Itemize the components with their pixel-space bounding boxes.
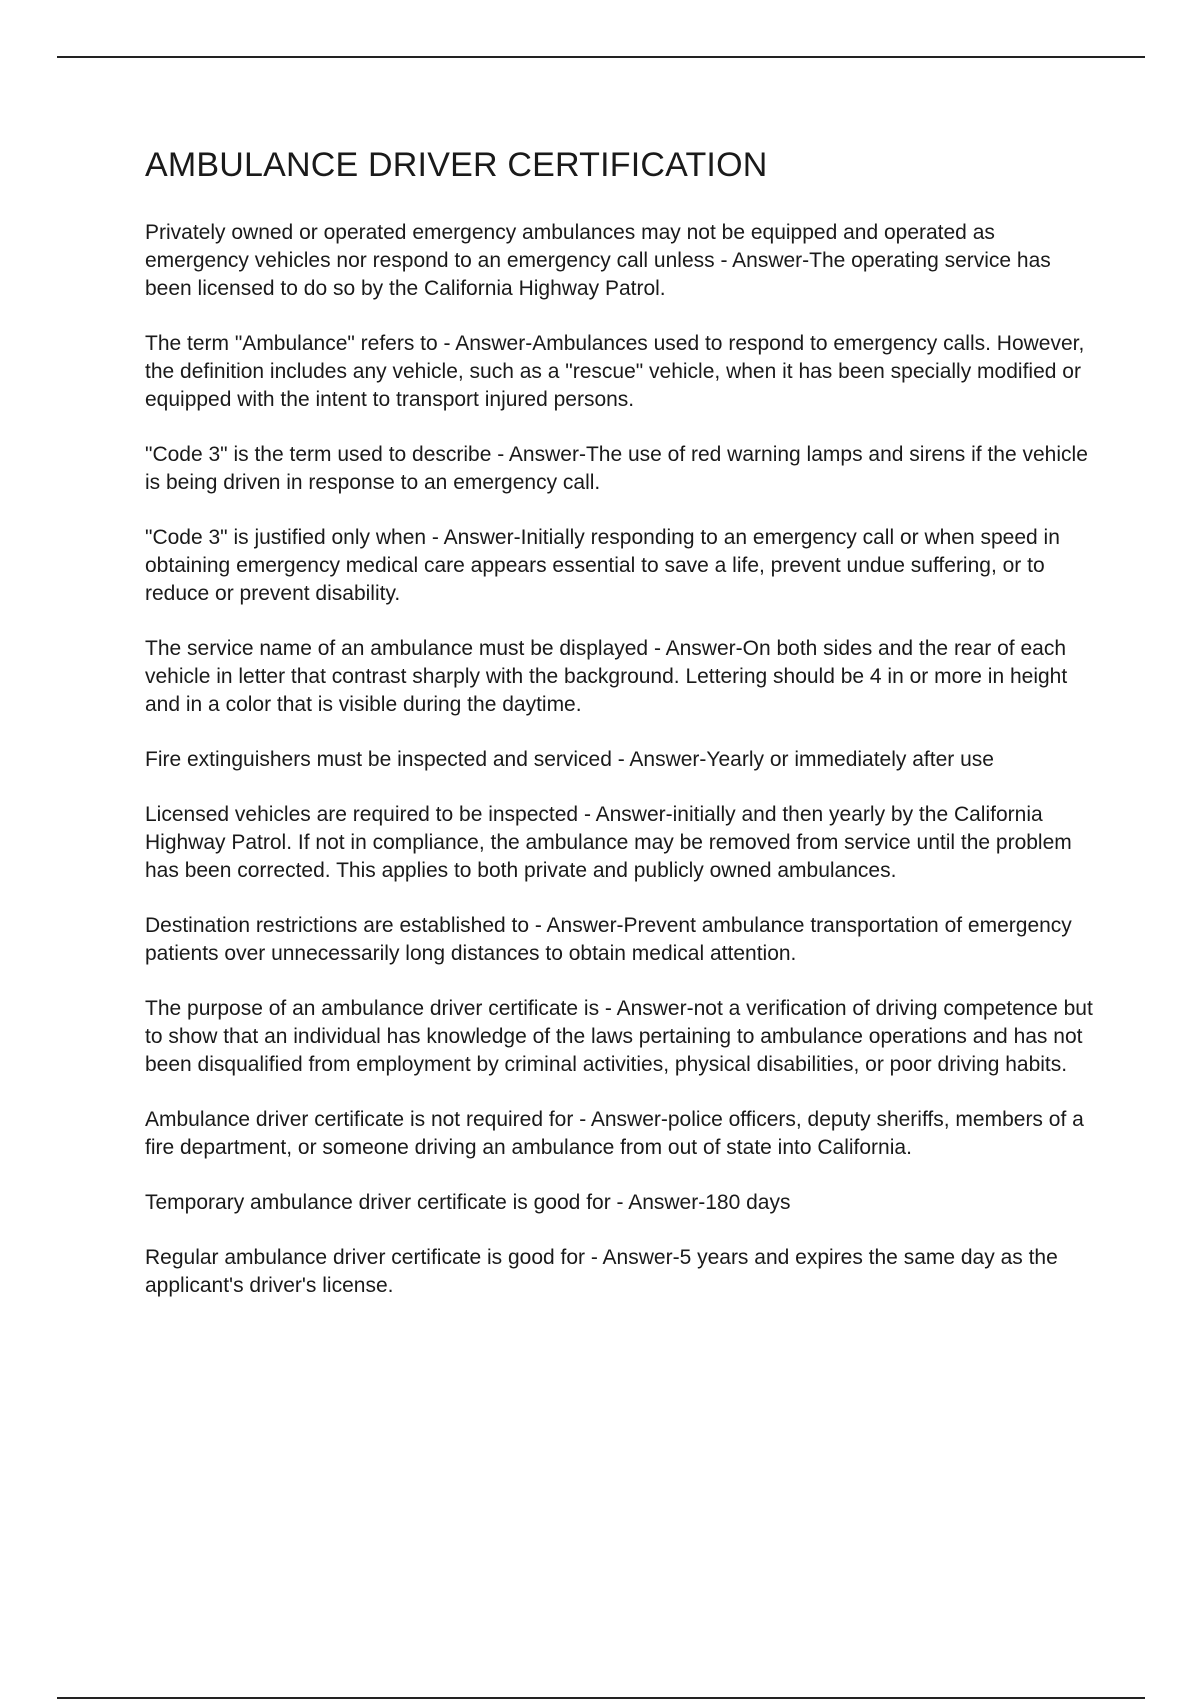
- qa-item: The term "Ambulance" refers to - Answer-Ambulances used to respond to emergency calls. However, the definition includes any vehicle, such as a "rescue" vehicle, when it has been specially modified or equipped with the intent to transport injured persons.: [145, 332, 1085, 411]
- qa-item: "Code 3" is justified only when - Answer-Initially responding to an emergency call or when speed in obtaining emergency medical care appears essential to save a life, prevent undue suffering, or to reduce or prevent disability.: [145, 526, 1060, 605]
- qa-item: The purpose of an ambulance driver certificate is - Answer-not a verification of driving competence but to show that an individual has knowledge of the laws pertaining to ambulance operations and has not been disqualified from employment by criminal activities, physical disabilities, or poor driving habits.: [145, 997, 1093, 1076]
- qa-item: Privately owned or operated emergency ambulances may not be equipped and operated as emergency vehicles nor respond to an emergency call unless - Answer-The operating service has been licensed to do so by the California Highway Patrol.: [145, 221, 1051, 300]
- qa-item: Ambulance driver certificate is not required for - Answer-police officers, deputy sheriffs, members of a fire department, or someone driving an ambulance from out of state into California.: [145, 1108, 1084, 1159]
- qa-item: Regular ambulance driver certificate is good for - Answer-5 years and expires the same day as the applicant's driver's license.: [145, 1246, 1058, 1297]
- qa-item: Fire extinguishers must be inspected and serviced - Answer-Yearly or immediately after use: [145, 748, 994, 771]
- qa-item: The service name of an ambulance must be displayed - Answer-On both sides and the rear of each vehicle in letter that contrast sharply with the background. Lettering should be 4 in or more in height and in a color that is visible during the daytime.: [145, 637, 1068, 716]
- document-body: [145, 141, 1095, 1327]
- qa-item: Destination restrictions are established to - Answer-Prevent ambulance transportation of emergency patients over unnecessarily long distances to obtain medical attention.: [145, 914, 1072, 965]
- qa-list: [145, 219, 1095, 1300]
- footer-divider: [57, 1697, 1145, 1699]
- qa-item: Licensed vehicles are required to be inspected - Answer-initially and then yearly by the California Highway Patrol. If not in compliance, the ambulance may be removed from service until the problem has been corrected. This applies to both private and publicly owned ambulances.: [145, 803, 1072, 882]
- qa-item: Temporary ambulance driver certificate is good for - Answer-180 days: [145, 1191, 791, 1214]
- qa-item: "Code 3" is the term used to describe - Answer-The use of red warning lamps and sirens if the vehicle is being driven in response to an emergency call.: [145, 443, 1088, 494]
- header-divider: [57, 56, 1145, 58]
- document-title: AMBULANCE DRIVER CERTIFICATION: [145, 146, 768, 184]
